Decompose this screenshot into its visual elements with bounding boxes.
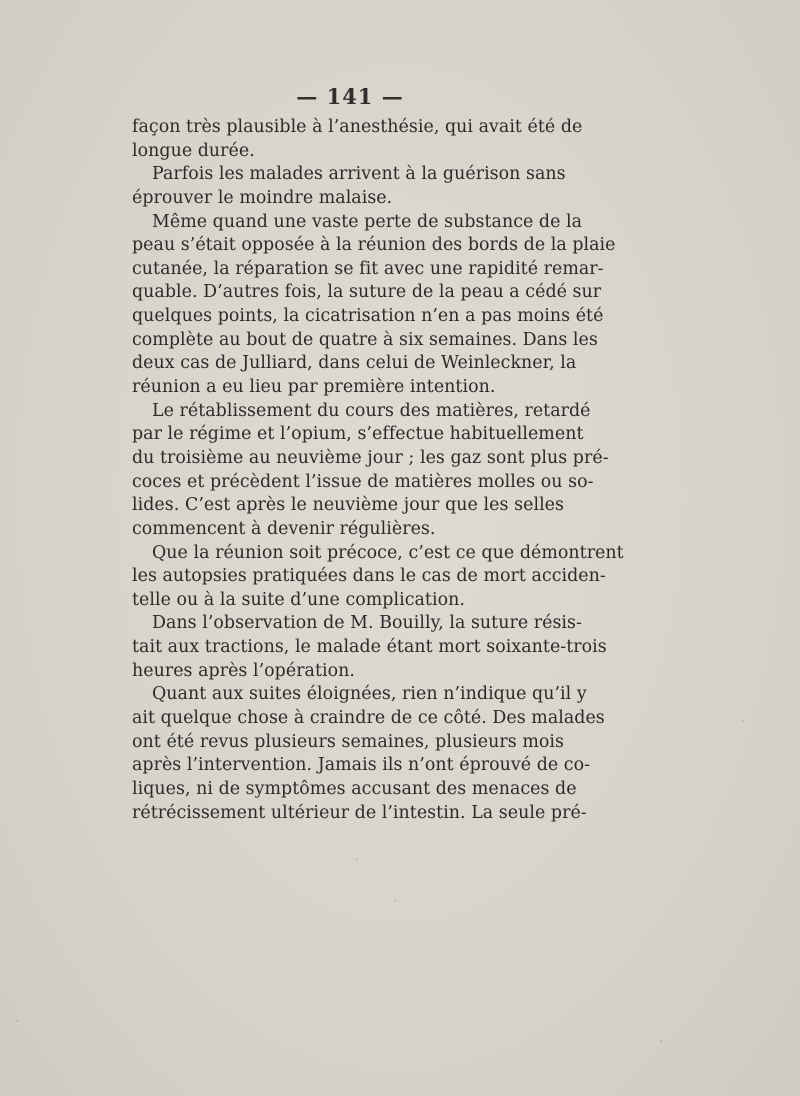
text-line: commencent à devenir régulières. <box>132 518 436 539</box>
text-line: Que la réunion soit précoce, c’est ce que démontrent <box>152 542 624 563</box>
body-text <box>132 116 624 825</box>
text-line: du troisième au neuvième jour ; les gaz sont plus pré- <box>132 447 609 468</box>
paper-speck <box>356 858 358 860</box>
text-line: éprouver le moindre malaise. <box>132 187 393 208</box>
paper-speck <box>742 720 744 722</box>
text-line: longue durée. <box>132 140 255 161</box>
text-line: réunion a eu lieu par première intention. <box>132 377 496 398</box>
text-line: les autopsies pratiquées dans le cas de mort acciden- <box>132 566 606 587</box>
text-line: ait quelque chose à craindre de ce côté. Des malades <box>132 708 605 729</box>
text-line: telle ou à la suite d’une complication. <box>132 589 465 610</box>
text-line: ont été revus plusieurs semaines, plusieurs mois <box>132 731 564 752</box>
text-line: Le rétablissement du cours des matières, retardé <box>152 400 591 421</box>
paper-speck <box>660 1040 662 1042</box>
text-line: Dans l’observation de M. Bouilly, la suture résis- <box>152 613 582 634</box>
text-line: quelques points, la cicatrisation n’en a pas moins été <box>132 306 604 327</box>
text-line: par le régime et l’opium, s’effectue habituellement <box>132 424 584 445</box>
text-line: tait aux tractions, le malade étant mort soixante-trois <box>132 637 607 658</box>
text-line: Quant aux suites éloignées, rien n’indique qu’il y <box>152 684 587 705</box>
text-line: heures après l’opération. <box>132 660 355 681</box>
paper-speck <box>394 900 396 902</box>
text-line: lides. C’est après le neuvième jour que les selles <box>132 495 564 516</box>
paper-speck <box>16 1020 18 1022</box>
text-line: rétrécissement ultérieur de l’intestin. La seule pré- <box>132 802 587 823</box>
text-line: après l’intervention. Jamais ils n’ont éprouvé de co- <box>132 755 591 776</box>
text-line: complète au bout de quatre à six semaines. Dans les <box>132 329 598 350</box>
text-line: liques, ni de symptômes accusant des menaces de <box>132 778 577 799</box>
text-line: quable. D’autres fois, la suture de la peau a cédé sur <box>132 282 602 303</box>
text-line: Parfois les malades arrivent à la guérison sans <box>152 164 566 185</box>
text-line: façon très plausible à l’anesthésie, qui avait été de <box>132 117 583 137</box>
text-line: peau s’était opposée à la réunion des bords de la plaie <box>132 235 616 256</box>
page-number: — 141 — <box>296 84 404 109</box>
text-line: cutanée, la réparation se fit avec une rapidité remar- <box>132 258 604 279</box>
text-line: deux cas de Julliard, dans celui de Weinleckner, la <box>132 353 577 374</box>
text-line: Même quand une vaste perte de substance de la <box>152 211 583 232</box>
text-line: coces et précèdent l’issue de matières molles ou so- <box>132 471 594 492</box>
